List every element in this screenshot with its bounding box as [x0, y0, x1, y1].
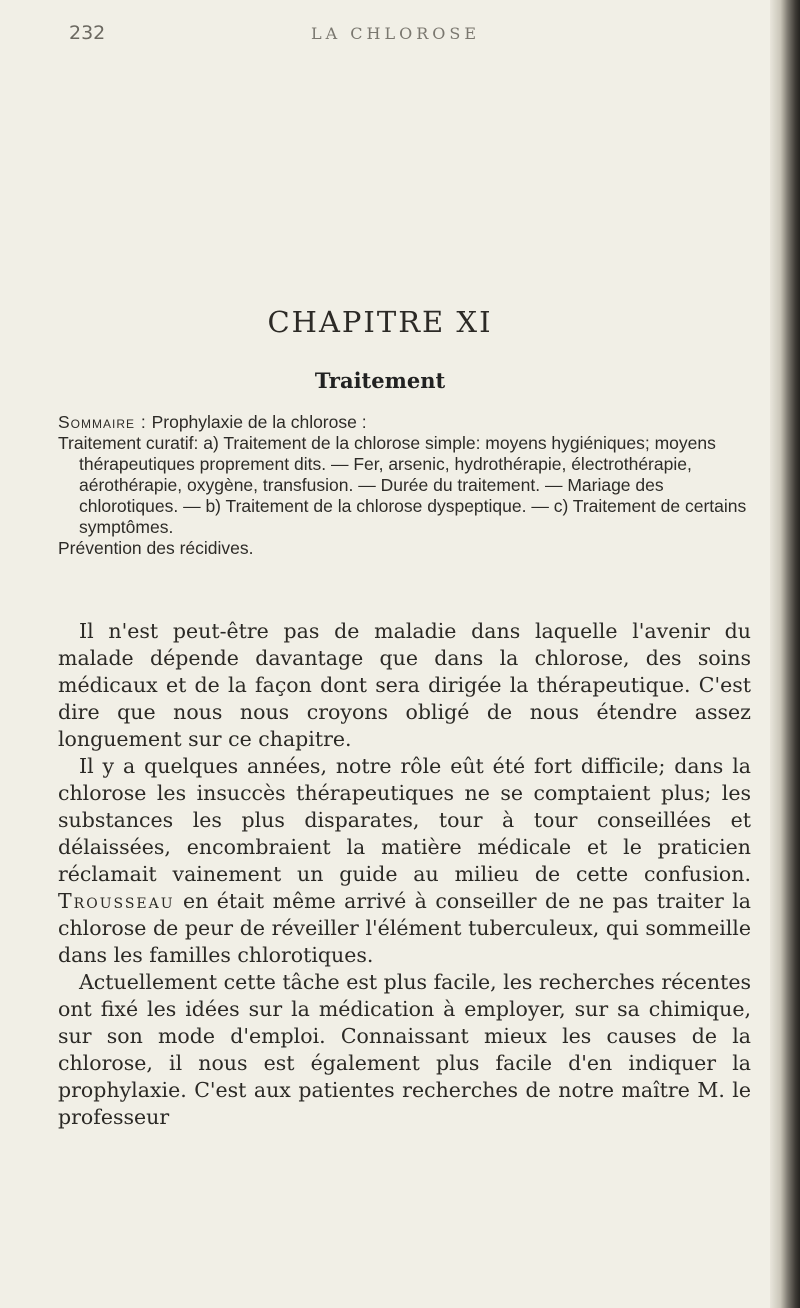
running-title: LA CHLOROSE: [311, 24, 481, 43]
summary-prophylaxie: Prophylaxie de la chlorose :: [146, 412, 367, 432]
body-text: [58, 618, 751, 1131]
paragraph-2: [58, 753, 751, 969]
summary-item-traitement-curatif: Traitement curatif: a) Traitement de la chlorose simple: moyens hygiéniques; moyens thérapeutiques proprement dits. — Fer, arsenic, hydrothérapie, électrothérapie, aérothérapie, oxygène, transfusion. — Durée du traitement. — Mariage des chlorotiques. — b) Traitement de la chlorose dyspeptique. — c) Traitement de certains symptômes.: [58, 433, 747, 537]
page-edge-shadow: [770, 0, 800, 1308]
paragraph-2-end: en était même arrivé à conseiller de ne pas traiter la chlorose de peur de réveiller l'élément tuberculeux, qui sommeille dans les familles chlorotiques.: [58, 889, 751, 967]
summary-label: Sommaire :: [58, 412, 147, 432]
summary-item-prevention: Prévention des récidives.: [58, 538, 254, 558]
paragraph-2-start: Il y a quelques années, notre rôle eût été fort difficile; dans la chlorose les insuccès thérapeutiques ne se comptaient plus; les substances les plus disparates, tour à tour conseillées et délaissées, encombraient la matière médicale et le praticien réclamait vainement un guide au milieu de cette confusion.: [58, 754, 751, 886]
page-number: 232: [69, 22, 106, 44]
paragraph-3: Actuellement cette tâche est plus facile, les recherches récentes ont fixé les idées sur la médication à employer, sur sa chimique, sur son mode d'emploi. Connaissant mieux les causes de la chlorose, il nous est également plus facile d'en indiquer la prophylaxie. C'est aux patientes recherches de notre maître M. le professeur: [58, 970, 751, 1129]
running-header: [0, 22, 760, 52]
chapter-title: CHAPITRE XI: [267, 305, 493, 339]
summary-heading: [58, 412, 758, 433]
paragraph-1: Il n'est peut-être pas de maladie dans laquelle l'avenir du malade dépende davantage que dans la chlorose, des soins médicaux et de la façon dont sera dirigée la thérapeutique. C'est dire que nous nous croyons obligé de nous étendre assez longuement sur ce chapitre.: [58, 619, 751, 751]
author-name-trousseau: Trousseau: [58, 889, 175, 913]
chapter-summary: [58, 412, 758, 559]
section-title: Traitement: [314, 368, 446, 393]
